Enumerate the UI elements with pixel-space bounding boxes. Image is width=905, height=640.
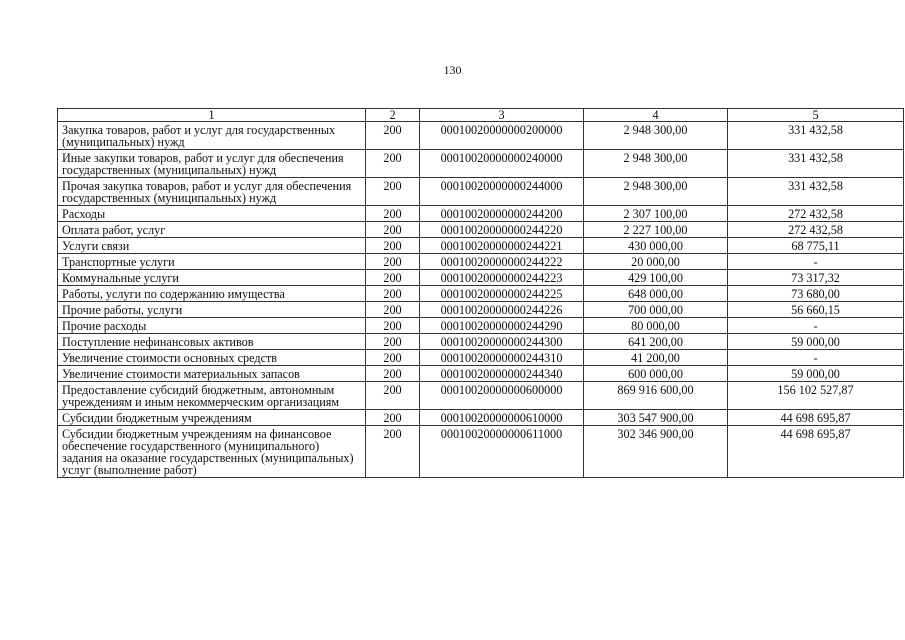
row-name-cell: Предоставление субсидий бюджетным, автономным учреждениям и иным некоммерческим организациям	[58, 382, 366, 410]
row-name-cell: Работы, услуги по содержанию имущества	[58, 286, 366, 302]
row-name-cell: Закупка товаров, работ и услуг для государственных (муниципальных) нужд	[58, 122, 366, 150]
row-plan-cell: 430 000,00	[584, 238, 728, 254]
row-plan-cell: 2 227 100,00	[584, 222, 728, 238]
row-plan-cell: 302 346 900,00	[584, 426, 728, 478]
row-csr-cell: 00010020000000240000	[420, 150, 584, 178]
table-row	[58, 270, 904, 286]
row-csr-cell: 00010020000000244221	[420, 238, 584, 254]
row-fact-cell: -	[728, 350, 904, 366]
row-name-cell: Прочие расходы	[58, 318, 366, 334]
row-csr-cell: 00010020000000244226	[420, 302, 584, 318]
row-code-cell: 200	[366, 150, 420, 178]
row-plan-cell: 641 200,00	[584, 334, 728, 350]
row-plan-cell: 2 948 300,00	[584, 122, 728, 150]
row-fact-cell: 68 775,11	[728, 238, 904, 254]
row-name-cell: Оплата работ, услуг	[58, 222, 366, 238]
table-row	[58, 238, 904, 254]
row-plan-cell: 600 000,00	[584, 366, 728, 382]
row-fact-cell: 331 432,58	[728, 122, 904, 150]
row-name-cell: Увеличение стоимости основных средств	[58, 350, 366, 366]
row-plan-cell: 648 000,00	[584, 286, 728, 302]
row-fact-cell: -	[728, 254, 904, 270]
table-row	[58, 222, 904, 238]
header-col-5: 5	[728, 109, 904, 122]
row-fact-cell: 59 000,00	[728, 334, 904, 350]
row-name-cell: Коммунальные услуги	[58, 270, 366, 286]
row-fact-cell: 44 698 695,87	[728, 426, 904, 478]
table-header-row	[58, 109, 904, 122]
row-fact-cell: -	[728, 318, 904, 334]
table-row	[58, 254, 904, 270]
table-row	[58, 410, 904, 426]
row-csr-cell: 00010020000000244340	[420, 366, 584, 382]
page-number: 130	[443, 63, 462, 77]
table-row	[58, 366, 904, 382]
table-row	[58, 334, 904, 350]
row-csr-cell: 00010020000000244290	[420, 318, 584, 334]
row-fact-cell: 56 660,15	[728, 302, 904, 318]
row-plan-cell: 80 000,00	[584, 318, 728, 334]
row-code-cell: 200	[366, 206, 420, 222]
header-col-4: 4	[584, 109, 728, 122]
table-row	[58, 302, 904, 318]
row-fact-cell: 44 698 695,87	[728, 410, 904, 426]
row-fact-cell: 331 432,58	[728, 150, 904, 178]
row-csr-cell: 00010020000000200000	[420, 122, 584, 150]
row-code-cell: 200	[366, 286, 420, 302]
row-csr-cell: 00010020000000244000	[420, 178, 584, 206]
row-plan-cell: 429 100,00	[584, 270, 728, 286]
row-fact-cell: 272 432,58	[728, 222, 904, 238]
table-row	[58, 122, 904, 150]
row-csr-cell: 00010020000000244200	[420, 206, 584, 222]
row-code-cell: 200	[366, 318, 420, 334]
row-code-cell: 200	[366, 222, 420, 238]
row-plan-cell: 869 916 600,00	[584, 382, 728, 410]
row-fact-cell: 272 432,58	[728, 206, 904, 222]
table-row	[58, 178, 904, 206]
row-code-cell: 200	[366, 178, 420, 206]
row-plan-cell: 20 000,00	[584, 254, 728, 270]
row-code-cell: 200	[366, 334, 420, 350]
row-name-cell: Транспортные услуги	[58, 254, 366, 270]
row-plan-cell: 2 307 100,00	[584, 206, 728, 222]
header-col-1: 1	[58, 109, 366, 122]
row-csr-cell: 00010020000000610000	[420, 410, 584, 426]
row-code-cell: 200	[366, 426, 420, 478]
header-col-2: 2	[366, 109, 420, 122]
table-row	[58, 150, 904, 178]
row-fact-cell: 73 317,32	[728, 270, 904, 286]
row-plan-cell: 2 948 300,00	[584, 178, 728, 206]
row-csr-cell: 00010020000000244223	[420, 270, 584, 286]
row-code-cell: 200	[366, 122, 420, 150]
table-row	[58, 382, 904, 410]
row-fact-cell: 331 432,58	[728, 178, 904, 206]
row-plan-cell: 2 948 300,00	[584, 150, 728, 178]
row-csr-cell: 00010020000000244310	[420, 350, 584, 366]
table-row	[58, 350, 904, 366]
row-plan-cell: 700 000,00	[584, 302, 728, 318]
row-plan-cell: 41 200,00	[584, 350, 728, 366]
row-name-cell: Прочая закупка товаров, работ и услуг для обеспечения государственных (муниципальных) нужд	[58, 178, 366, 206]
row-csr-cell: 00010020000000611000	[420, 426, 584, 478]
row-name-cell: Услуги связи	[58, 238, 366, 254]
row-name-cell: Увеличение стоимости материальных запасов	[58, 366, 366, 382]
row-code-cell: 200	[366, 270, 420, 286]
row-code-cell: 200	[366, 238, 420, 254]
row-plan-cell: 303 547 900,00	[584, 410, 728, 426]
row-csr-cell: 00010020000000244225	[420, 286, 584, 302]
row-code-cell: 200	[366, 382, 420, 410]
row-code-cell: 200	[366, 302, 420, 318]
table-row	[58, 206, 904, 222]
row-fact-cell: 156 102 527,87	[728, 382, 904, 410]
row-fact-cell: 73 680,00	[728, 286, 904, 302]
table-row	[58, 318, 904, 334]
table-row	[58, 286, 904, 302]
row-name-cell: Расходы	[58, 206, 366, 222]
budget-table	[57, 108, 904, 478]
row-csr-cell: 00010020000000244300	[420, 334, 584, 350]
row-csr-cell: 00010020000000244220	[420, 222, 584, 238]
row-name-cell: Прочие работы, услуги	[58, 302, 366, 318]
table-body	[58, 122, 904, 478]
header-col-3: 3	[420, 109, 584, 122]
row-name-cell: Поступление нефинансовых активов	[58, 334, 366, 350]
table-row	[58, 426, 904, 478]
row-fact-cell: 59 000,00	[728, 366, 904, 382]
row-csr-cell: 00010020000000244222	[420, 254, 584, 270]
row-code-cell: 200	[366, 410, 420, 426]
row-name-cell: Субсидии бюджетным учреждениям на финансовое обеспечение государственного (муниципального) задания на оказание государственных (муниципальных) услуг (выполнение работ)	[58, 426, 366, 478]
row-code-cell: 200	[366, 366, 420, 382]
row-name-cell: Субсидии бюджетным учреждениям	[58, 410, 366, 426]
row-code-cell: 200	[366, 254, 420, 270]
row-csr-cell: 00010020000000600000	[420, 382, 584, 410]
row-code-cell: 200	[366, 350, 420, 366]
row-name-cell: Иные закупки товаров, работ и услуг для обеспечения государственных (муниципальных) нужд	[58, 150, 366, 178]
